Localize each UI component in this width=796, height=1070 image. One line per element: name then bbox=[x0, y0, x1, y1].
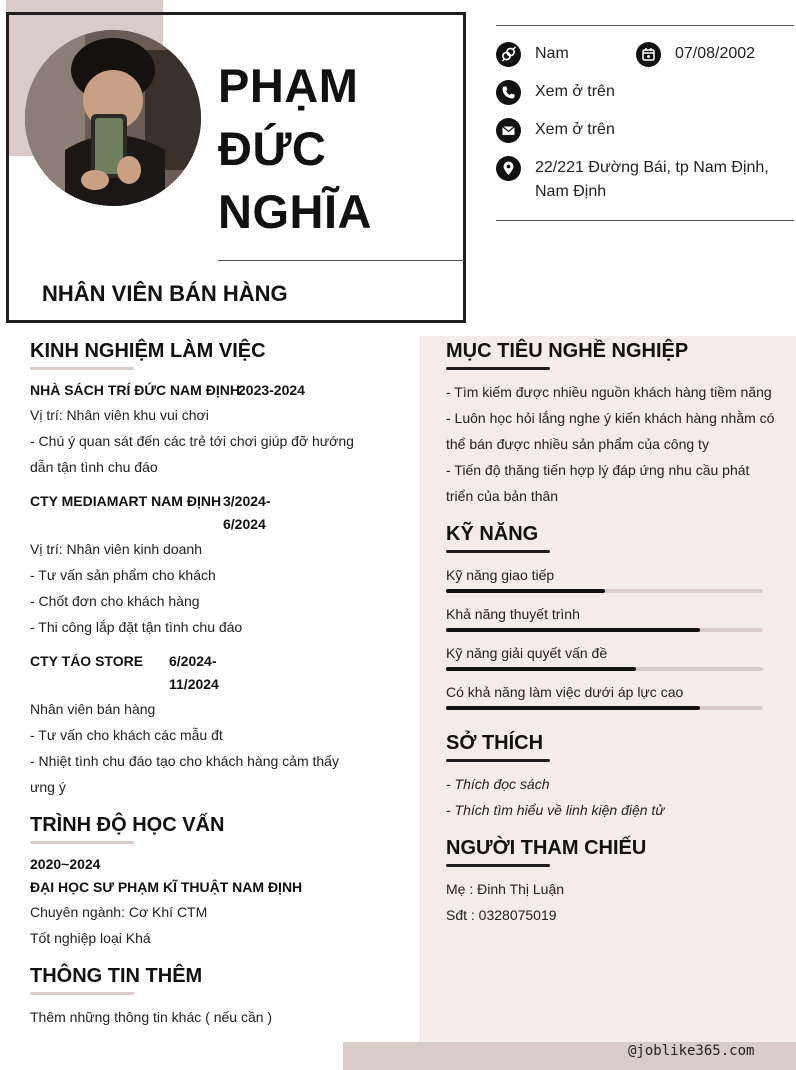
gender-value: Nam bbox=[535, 45, 569, 62]
skill-2-bar bbox=[446, 628, 763, 632]
experience-underline bbox=[30, 367, 134, 370]
job-3-line-2: - Tư vấn cho khách các mẫu đt bbox=[30, 727, 223, 743]
skill-3-fill bbox=[446, 667, 636, 671]
contact-top-divider bbox=[496, 25, 794, 26]
skill-3-bar bbox=[446, 667, 763, 671]
hobby-line-2: - Thích tìm hiểu về linh kiện điện tử bbox=[446, 802, 665, 818]
hobbies-underline bbox=[446, 759, 550, 762]
address-line-2: Nam Định bbox=[535, 183, 607, 200]
job-2-line-2: - Tư vấn sản phẩm cho khách bbox=[30, 567, 216, 583]
skill-2-fill bbox=[446, 628, 700, 632]
job-title: NHÂN VIÊN BÁN HÀNG bbox=[42, 281, 288, 306]
skills-title: KỸ NĂNG bbox=[446, 523, 539, 545]
skill-1-bar bbox=[446, 589, 763, 593]
reference-line-1: Mẹ : Đinh Thị Luận bbox=[446, 881, 565, 897]
skill-2-label: Khả năng thuyết trình bbox=[446, 606, 580, 622]
job-2-period-line-1: 3/2024- bbox=[223, 493, 271, 509]
objective-line-2: - Luôn học hỏi lắng nghe ý kiến khách hàng nhằm có bbox=[446, 410, 775, 426]
education-underline bbox=[30, 841, 134, 844]
education-school: ĐẠI HỌC SƯ PHẠM KĨ THUẬT NAM ĐỊNH bbox=[30, 879, 303, 895]
job-3-period-line-2: 11/2024 bbox=[169, 676, 219, 692]
job-2-company: CTY MEDIAMART NAM ĐỊNH bbox=[30, 493, 222, 509]
birthday-value: 07/08/2002 bbox=[675, 45, 756, 62]
experience-title: KINH NGHIỆM LÀM VIỆC bbox=[30, 340, 266, 362]
job-2-line-1: Vị trí: Nhân viên kinh doanh bbox=[30, 541, 202, 557]
objective-underline bbox=[446, 367, 550, 370]
extra-info-title: THÔNG TIN THÊM bbox=[30, 965, 203, 987]
job-1-period: 2023-2024 bbox=[238, 382, 305, 398]
extra-info-text: Thêm những thông tin khác ( nếu cần ) bbox=[30, 1009, 273, 1025]
objective-line-5: triển của bản thân bbox=[446, 488, 559, 504]
extra-info-underline bbox=[30, 992, 134, 995]
address-line-1: 22/221 Đường Bái, tp Nam Định, bbox=[535, 159, 769, 176]
skill-1-label: Kỹ năng giao tiếp bbox=[446, 567, 555, 583]
references-title: NGƯỜI THAM CHIẾU bbox=[446, 837, 647, 859]
education-line-1: Chuyên ngành: Cơ Khí CTM bbox=[30, 904, 208, 920]
calendar-icon bbox=[636, 42, 661, 67]
skill-4-bar bbox=[446, 706, 763, 710]
job-3-line-3: - Nhiệt tình chu đáo tạo cho khách hàng cảm thấy bbox=[30, 753, 339, 769]
reference-line-2: Sđt : 0328075019 bbox=[446, 907, 557, 923]
job-1-line-2: - Chú ý quan sát đến các trẻ tới chơi giúp đỡ hướng bbox=[30, 433, 354, 449]
objective-line-4: - Tiến độ thăng tiến hợp lý đáp ứng nhu cầu phát bbox=[446, 462, 750, 478]
references-underline bbox=[446, 864, 550, 867]
name-line-1: PHẠM bbox=[218, 59, 359, 112]
skill-3-label: Kỹ năng giải quyết vấn đề bbox=[446, 645, 608, 661]
name-line-2: ĐỨC bbox=[218, 122, 327, 175]
contact-bottom-divider bbox=[496, 220, 794, 221]
hobbies-title: SỞ THÍCH bbox=[446, 732, 544, 754]
name-divider bbox=[218, 260, 464, 261]
education-period: 2020~2024 bbox=[30, 856, 101, 872]
skill-4-fill bbox=[446, 706, 700, 710]
footer-watermark: @joblike365.com bbox=[628, 1043, 755, 1059]
job-3-period-line-1: 6/2024- bbox=[169, 653, 217, 669]
job-1-line-3: dẫn tận tình chu đáo bbox=[30, 459, 158, 475]
education-title: TRÌNH ĐỘ HỌC VẤN bbox=[30, 814, 225, 836]
job-2-line-4: - Thi công lắp đặt tận tình chu đáo bbox=[30, 619, 243, 635]
email-icon bbox=[496, 118, 521, 143]
job-3-line-4: ưng ý bbox=[30, 779, 66, 795]
phone-value: Xem ở trên bbox=[535, 83, 615, 100]
objective-title: MỤC TIÊU NGHỀ NGHIỆP bbox=[446, 340, 689, 362]
job-2-period-line-2: 6/2024 bbox=[223, 516, 266, 532]
name-line-3: NGHĨA bbox=[218, 185, 372, 238]
objective-line-3: thể bán được nhiều sản phẩm của công ty bbox=[446, 436, 709, 452]
job-1-line-1: Vị trí: Nhân viên khu vui chơi bbox=[30, 407, 209, 423]
education-line-2: Tốt nghiệp loại Khá bbox=[30, 930, 151, 946]
job-1-company: NHÀ SÁCH TRÍ ĐỨC NAM ĐỊNH bbox=[30, 382, 240, 398]
job-2-line-3: - Chốt đơn cho khách hàng bbox=[30, 593, 200, 609]
skills-underline bbox=[446, 550, 550, 553]
hobby-line-1: - Thích đọc sách bbox=[446, 776, 550, 792]
job-3-line-1: Nhân viên bán hàng bbox=[30, 701, 156, 717]
skill-4-label: Có khả năng làm việc dưới áp lực cao bbox=[446, 684, 684, 700]
gender-icon bbox=[496, 42, 521, 67]
email-value: Xem ở trên bbox=[535, 121, 615, 138]
location-icon bbox=[496, 156, 521, 181]
job-3-company: CTY TÁO STORE bbox=[30, 653, 144, 669]
objective-line-1: - Tìm kiếm được nhiều nguồn khách hàng tiềm năng bbox=[446, 384, 772, 400]
phone-icon bbox=[496, 80, 521, 105]
skill-1-fill bbox=[446, 589, 605, 593]
